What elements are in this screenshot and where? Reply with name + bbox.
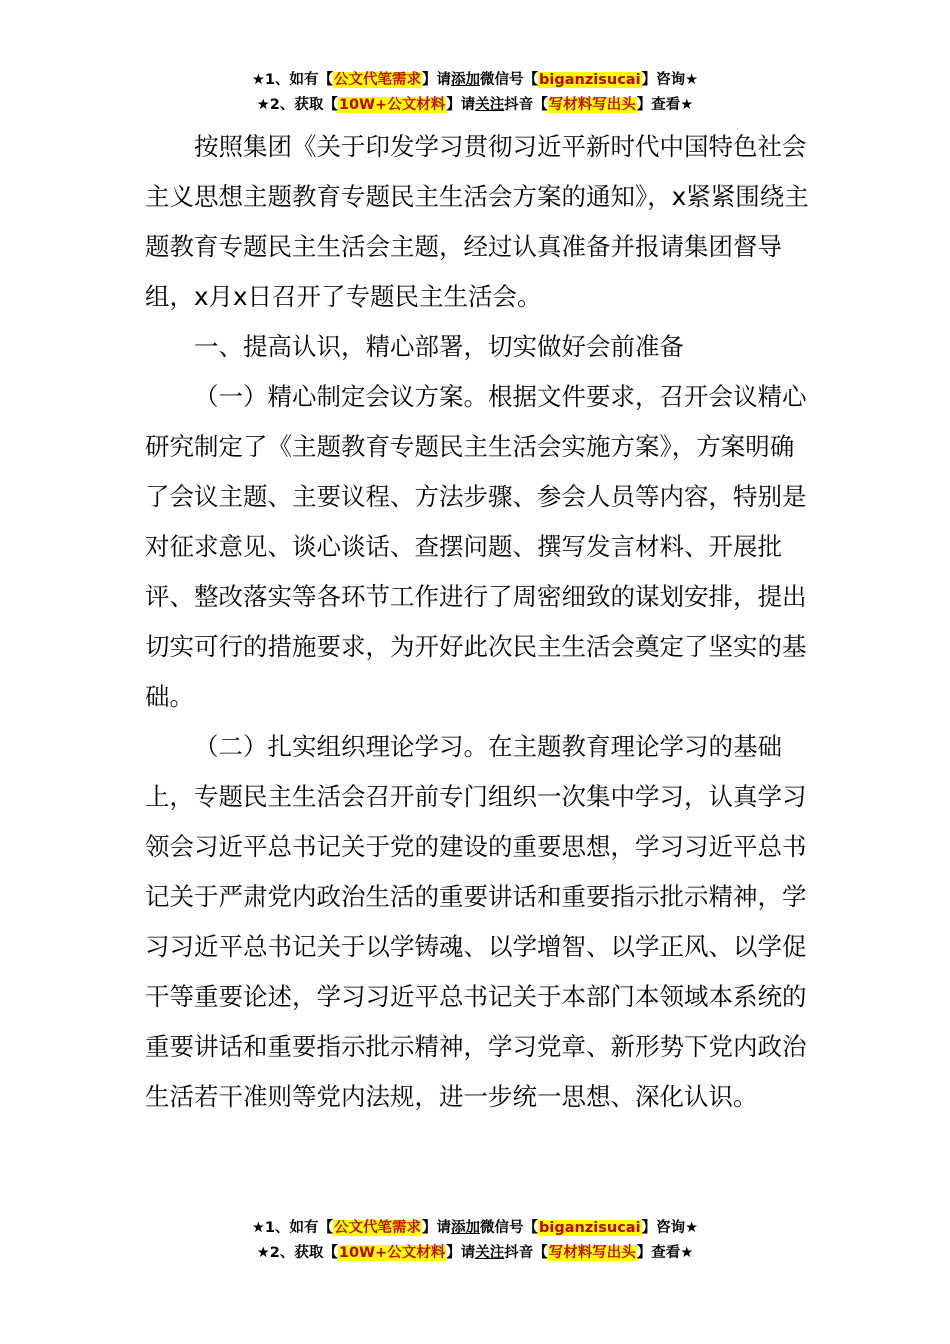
promo-text: 抖音【: [504, 1245, 548, 1261]
subsection-paragraph: （二）扎实组织理论学习。在主题教育理论学习的基础上，专题民主生活会召开前专门组织一次集中学习，认真学习领会习近平总书记关于党的建设的重要思想，学习习近平总书记关于严肃党内政治生活的重要讲话和重要指示批示精神，学习习近平总书记关于以学铸魂、以学增智、以学正风、以学促干等重要论述，学习习近平总书记关于本部门本领域本系统的重要讲话和重要指示批示精神，学习党章、新形势下党内政治生活若干准则等党内法规，进一步统一思想、深化认识。: [145, 732, 807, 1111]
promo-text: 】查看★: [636, 1245, 694, 1261]
promo-line-1: [0, 68, 950, 93]
promo-line-2: [0, 1241, 950, 1266]
promo-highlight: 公文代笔需求: [334, 1220, 422, 1236]
promo-highlight: biganzisucai: [539, 72, 641, 88]
promo-text: ★2、获取【: [256, 1245, 338, 1261]
promo-text: 】咨询★: [641, 72, 699, 88]
promo-text: 】查看★: [636, 97, 694, 113]
promo-underlined: 关注: [475, 1245, 505, 1261]
promo-text: 】咨询★: [641, 1220, 699, 1236]
promo-text: 】请: [446, 97, 476, 113]
promo-text: ★2、获取【: [256, 97, 338, 113]
document-body: [145, 122, 810, 1122]
promo-highlight: 10W+公文材料: [338, 1245, 446, 1261]
promo-highlight: 写材料写出头: [548, 97, 636, 113]
promo-underlined: 添加: [451, 72, 481, 88]
promo-highlight: biganzisucai: [539, 1220, 641, 1236]
section-heading: 一、提高认识，精心部署，切实做好会前准备: [194, 332, 684, 361]
promo-line-2: [0, 93, 950, 118]
promo-text: 】请: [422, 72, 452, 88]
promo-line-1: [0, 1216, 950, 1241]
promo-highlight: 公文代笔需求: [334, 72, 422, 88]
promo-underlined: 添加: [451, 1220, 481, 1236]
subsection-paragraph: （一）精心制定会议方案。根据文件要求，召开会议精心研究制定了《主题教育专题民主生活会实施方案》，方案明确了会议主题、主要议程、方法步骤、参会人员等内容，特别是对征求意见、谈心谈话、查摆问题、撰写发言材料、开展批评、整改落实等各环节工作进行了周密细致的谋划安排，提出切实可行的措施要求，为开好此次民主生活会奠定了坚实的基础。: [145, 382, 807, 711]
promo-highlight: 写材料写出头: [548, 1245, 636, 1261]
header-promo-banner: [0, 68, 950, 118]
promo-text: 】请: [446, 1245, 476, 1261]
promo-underlined: 关注: [475, 97, 505, 113]
promo-text: 微信号【: [480, 72, 539, 88]
intro-paragraph: 按照集团《关于印发学习贯彻习近平新时代中国特色社会主义思想主题教育专题民主生活会方案的通知》，x紧紧围绕主题教育专题民主生活会主题，经过认真准备并报请集团督导组，x月x日召开了专题民主生活会。: [145, 132, 809, 311]
footer-promo-banner: [0, 1216, 950, 1266]
promo-highlight: 10W+公文材料: [338, 97, 446, 113]
promo-text: 】请: [422, 1220, 452, 1236]
promo-text: 微信号【: [480, 1220, 539, 1236]
promo-text: 抖音【: [504, 97, 548, 113]
promo-text: ★1、如有【: [251, 1220, 334, 1236]
promo-text: ★1、如有【: [251, 72, 334, 88]
